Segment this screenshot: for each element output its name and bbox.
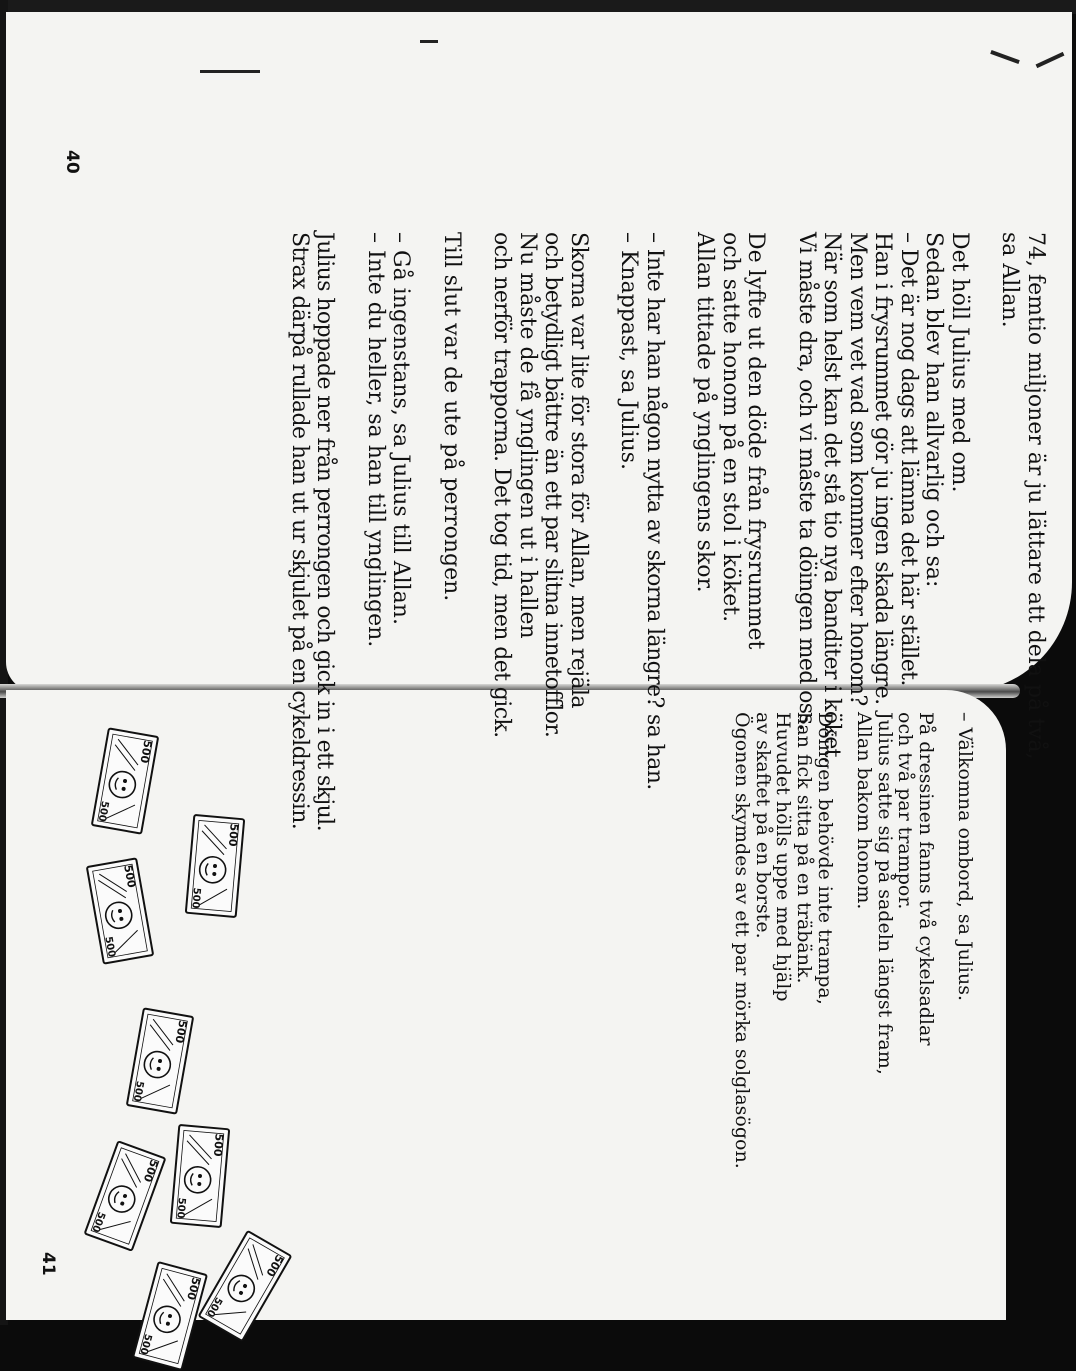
text-line: – Inte du heller, sa han till ynglingen. — [363, 232, 388, 648]
text-line: Strax därpå rullade han ut ur skjulet på en cykeldressin. — [287, 232, 312, 830]
text-line: Huvudet hölls uppe med hjälp — [772, 712, 795, 1002]
text-line: När som helst kan det stå tio nya banditer i köket. — [819, 232, 845, 764]
text-line: Sedan blev han allvarlig och sa: — [921, 232, 947, 588]
right-page-text — [731, 712, 975, 1169]
text-line: På dressinen fanns två cykelsadlar — [915, 712, 938, 1046]
banknote-value: 500 — [137, 1332, 154, 1356]
text-line: Han i frysrummet gör ju ingen skada längre. — [870, 232, 896, 705]
banknote-value: 500 — [263, 1252, 287, 1279]
text-line: – Knappast, sa Julius. — [616, 232, 642, 471]
text-line: och nerför trapporna. Det tog tid, men det gick. — [489, 232, 515, 738]
text-line: Ögonen skymdes av ett par mörka solglasögon. — [730, 712, 753, 1169]
text-line: – Välkomna ombord, sa Julius. — [954, 712, 976, 1002]
text-line: han fick sitta på en träbänk. — [793, 712, 816, 984]
text-line: Nu måste de få ynglingen ut i hallen — [515, 232, 540, 639]
scan-smudge — [200, 70, 260, 73]
page-number-left: 40 — [62, 150, 82, 174]
banknote-value: 500 — [189, 887, 203, 909]
text-line: och betydligt bättre än ett par slitna innetofflor. — [540, 232, 566, 738]
banknote-value: 500 — [137, 739, 155, 765]
banknote-icon — [170, 1124, 231, 1228]
page-number-right: 41 — [38, 1252, 58, 1276]
text-line: Döingen behövde inte trampa, — [814, 712, 837, 1005]
text-line: 74, femtio miljoner är ju lättare att dela på två, — [1023, 232, 1048, 760]
text-line: Allan bakom honom. — [852, 712, 875, 910]
banknote-value: 500 — [203, 1295, 224, 1319]
banknote-value: 500 — [174, 1197, 188, 1219]
text-line: – Det är nog dags att lämna det här stället. — [896, 232, 921, 686]
banknote-value: 500 — [121, 863, 139, 889]
text-line: Julius satte sig på sadeln längst fram, — [873, 712, 896, 1075]
banknote-value: 500 — [172, 1019, 190, 1045]
text-line: sa Allan. — [997, 232, 1023, 328]
banknote-value: 500 — [95, 799, 111, 823]
banknote-icon — [185, 814, 246, 918]
banknote-value: 500 — [89, 1210, 107, 1234]
banknote-value: 500 — [210, 1132, 226, 1157]
text-line: Allan tittade på ynglingens skor. — [692, 232, 718, 593]
banknote-value: 500 — [225, 822, 241, 847]
scan-smudge — [420, 40, 438, 43]
banknote-value: 500 — [140, 1157, 161, 1184]
text-line: och satte honom på en stol i köket. — [718, 232, 743, 623]
text-line: Till slut var de ute på perrongen. — [439, 232, 464, 602]
text-line: De lyfte ut den döde från frysrummet — [743, 232, 769, 650]
text-line: – Inte har han någon nytta av skorna längre? sa han. — [642, 232, 667, 790]
text-line: Det höll Julius med om. — [947, 232, 972, 493]
banknote-value: 500 — [130, 1079, 146, 1103]
text-line: och två par trampor. — [894, 712, 917, 910]
text-line: – Gå ingenstans, sa Julius till Allan. — [388, 232, 414, 625]
text-line: Men vem vet vad som kommer efter honom? — [845, 232, 870, 706]
text-line: Vi måste dra, och vi måste ta döingen med oss. — [794, 232, 819, 731]
banknote-value: 500 — [184, 1275, 203, 1302]
text-line: Julius hoppade ner från perrongen och gick in i ett skjul. — [312, 232, 338, 832]
text-line: Skorna var lite för stora för Allan, men rejäla — [566, 232, 591, 708]
text-line: av skaftet på en borste. — [751, 712, 774, 939]
banknote-value: 500 — [102, 935, 117, 959]
